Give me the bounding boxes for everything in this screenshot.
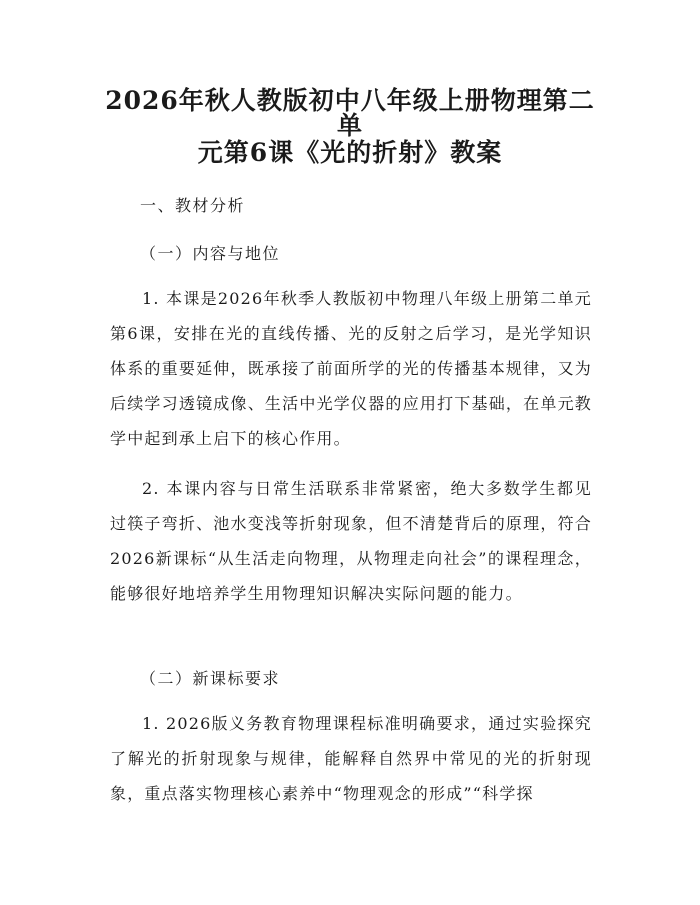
subsection-heading-curriculum-requirements: （二）新课标要求 bbox=[140, 669, 281, 688]
subsection-heading-content-position: （一）内容与地位 bbox=[140, 244, 281, 263]
paragraph-1: 1. 本课是2026年秋季人教版初中物理八年级上册第二单元第6课，安排在光的直线传播、光的反射之后学习，是光学知识体系的重要延伸，既承接了前面所学的光的传播基本规律，又为后续学习透镜成像、生活中光学仪器的应用打下基础，在单元教学中起到承上启下的核心作用。 bbox=[110, 289, 592, 448]
paragraph-2: 2. 本课内容与日常生活联系非常紧密，绝大多数学生都见过筷子弯折、池水变浅等折射现象，但不清楚背后的原理，符合2026新课标“从生活走向物理，从物理走向社会”的课程理念，能够很好地培养学生用物理知识解决实际问题的能力。 bbox=[110, 479, 592, 603]
document-title-line-2: 元第6课《光的折射》教案 bbox=[197, 138, 503, 167]
document-title-line-1: 2026年秋人教版初中八年级上册物理第二单 bbox=[105, 86, 595, 140]
paragraph-3: 1. 2026版义务教育物理课程标准明确要求，通过实验探究了解光的折射现象与规律，能解释自然界中常见的光的折射现象，重点落实物理核心素养中“物理观念的形成”“科学探 bbox=[110, 714, 592, 803]
section-heading-textbook-analysis: 一、教材分析 bbox=[140, 196, 246, 215]
